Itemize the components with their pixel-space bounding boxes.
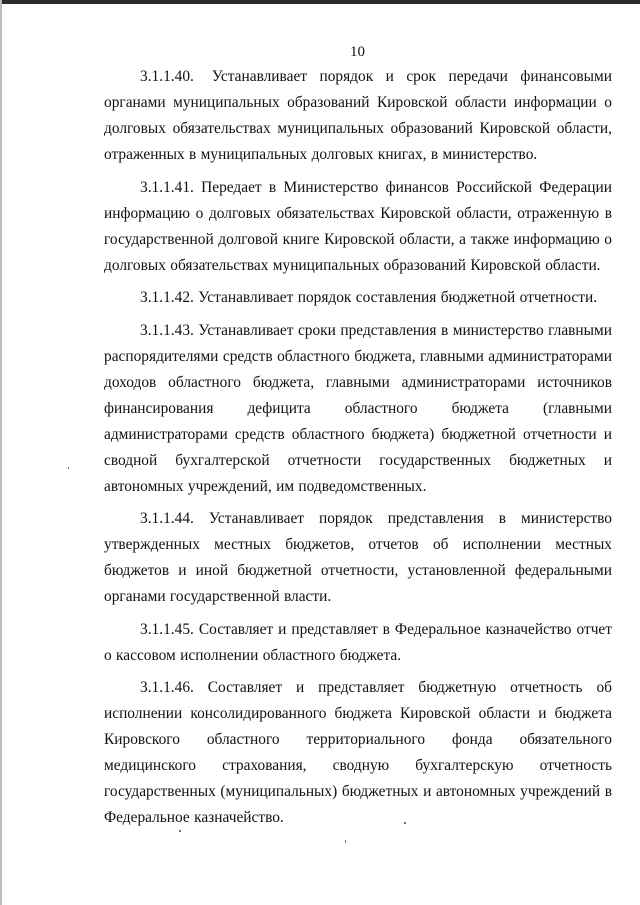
- paragraph-text: Составляет и представляет в Федеральное казначейство отчет о кассовом исполнении областного бюджета.: [104, 620, 612, 664]
- paragraph-text: Составляет и представляет бюджетную отчетность об исполнении консолидированного бюджета Кировской области и бюджета Кировского областного территориального фонда обязательного медицинского страхования, сводную бухгалтерскую отчетность государственных (муниципальных) бюджетных и автономных учреждений в Федеральное казначейство.: [104, 679, 612, 826]
- paragraph-3-1-1-40: [104, 64, 612, 168]
- paragraph-number: 3.1.1.46.: [140, 679, 194, 696]
- paragraph-number: 3.1.1.43.: [140, 321, 194, 339]
- scan-top-edge: [0, 0, 640, 4]
- paragraph-3-1-1-42: [104, 285, 612, 311]
- paragraph-number: 3.1.1.44.: [140, 510, 194, 527]
- paragraph-number: 3.1.1.42.: [140, 289, 194, 306]
- paragraph-text: Устанавливает порядок составления бюджетной отчетности.: [198, 289, 598, 306]
- paragraph-text: Передает в Министерство финансов Российской Федерации информацию о долговых обязательствах Кировской области, отраженную в государственной долговой книге Кировской области, а также информацию о долговых обязательствах муниципальных образований Кировской области.: [104, 178, 612, 274]
- paragraph-3-1-1-41: [104, 175, 612, 279]
- paragraph-number: 3.1.1.40.: [140, 68, 194, 85]
- paragraph-3-1-1-43: [104, 318, 612, 500]
- paragraph-text: Устанавливает порядок представления в министерство утвержденных местных бюджетов, отчетов об исполнении местных бюджетов и иной бюджетной отчетности, установленной федеральными органами государственной власти.: [104, 510, 612, 605]
- paragraph-text: Устанавливает порядок и срок передачи финансовыми органами муниципальных образований Кировской области информации о долговых обязательствах муниципальных образований Кировской области, отраженных в муниципальных долговых книгах, в министерство.: [104, 68, 612, 163]
- scan-left-edge: [0, 0, 2, 905]
- paragraph-3-1-1-45: [104, 617, 612, 669]
- page-number: 10: [350, 44, 365, 60]
- scan-speck: [404, 822, 406, 824]
- paragraph-3-1-1-44: [104, 506, 612, 610]
- paragraph-3-1-1-46: [104, 675, 612, 831]
- scan-speck: [68, 467, 69, 469]
- scan-speck: [345, 840, 346, 843]
- paragraph-number: 3.1.1.45.: [140, 620, 194, 638]
- document-body: [104, 64, 612, 838]
- paragraph-text: Устанавливает сроки представления в министерство главными распорядителями средств областного бюджета, главными администраторами доходов областного бюджета, главными администраторами источников финансирования дефицита областного бюджета (главными администраторами средств областного бюджета) бюджетной отчетности и сводной бухгалтерской отчетности государственных бюджетных и автономных учреждений, им подведомственных.: [104, 321, 612, 495]
- paragraph-number: 3.1.1.41.: [140, 178, 194, 196]
- scan-speck: [179, 830, 181, 832]
